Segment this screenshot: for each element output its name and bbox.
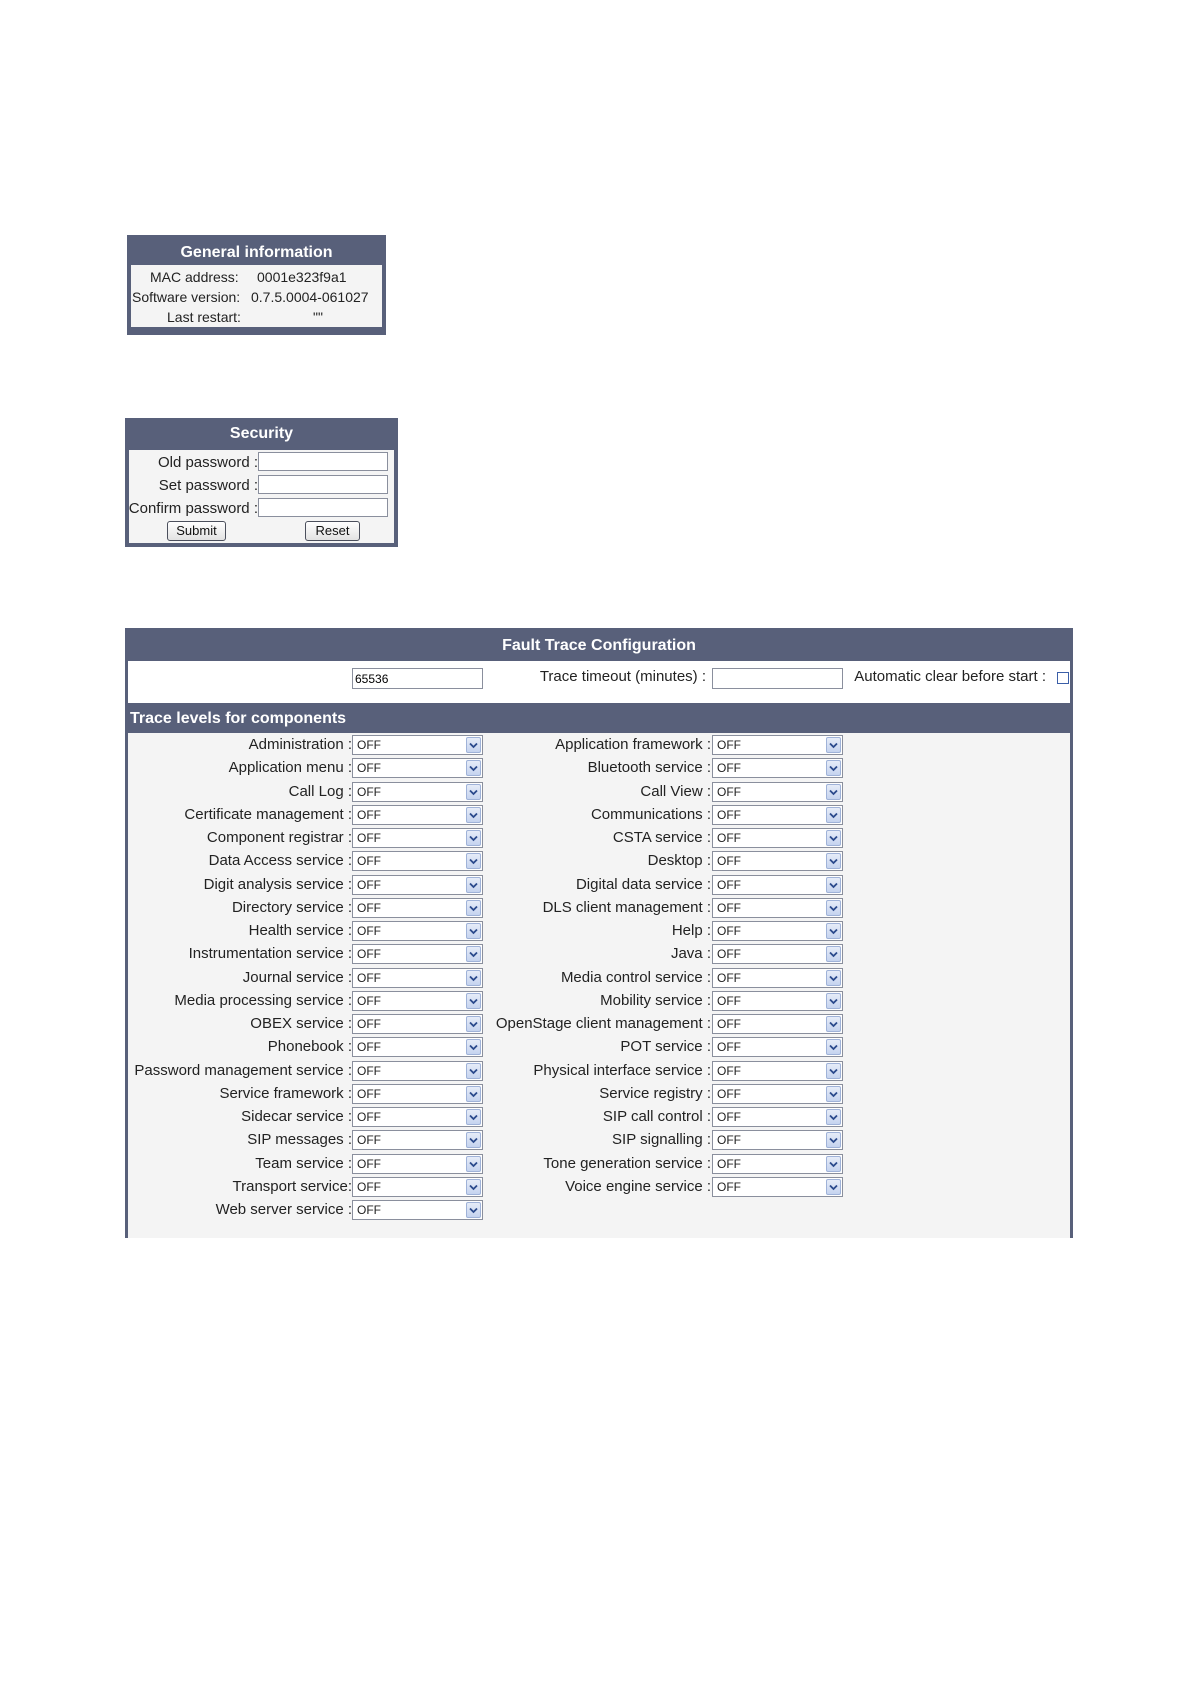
chevron-down-icon[interactable]: [826, 1156, 841, 1172]
trace-level-select[interactable]: [712, 991, 843, 1011]
trace-level-row: [128, 1130, 1070, 1153]
fault-trace-title: Fault Trace Configuration: [502, 637, 696, 654]
chevron-down-icon[interactable]: [826, 877, 841, 893]
trace-level-value: OFF: [357, 924, 381, 938]
trace-level-value: OFF: [357, 1156, 381, 1171]
trace-level-label: CSTA service :: [612, 829, 711, 846]
confirm-password-label: Confirm password :: [128, 500, 258, 517]
security-panel: [125, 418, 398, 547]
trace-level-value: OFF: [717, 924, 741, 938]
trace-level-label: Call Log :: [288, 782, 352, 800]
trace-level-label: Sidecar service :: [241, 1108, 352, 1125]
trace-level-label: Voice engine service :: [565, 1177, 711, 1195]
trace-level-label: Digital data service :: [575, 875, 711, 893]
trace-level-label: Health service :: [248, 922, 352, 939]
trace-level-row: [128, 1014, 1070, 1037]
trace-level-select[interactable]: [712, 805, 843, 825]
general-information-body: [131, 265, 382, 327]
last-restart-label: Last restart:: [167, 309, 241, 325]
trace-level-select[interactable]: [712, 758, 843, 778]
trace-level-label: Phonebook :: [267, 1038, 352, 1056]
trace-level-row: [128, 991, 1070, 1014]
last-restart-value: "": [313, 309, 323, 325]
trace-level-value: OFF: [357, 831, 381, 845]
trace-level-label: Desktop :: [647, 852, 711, 870]
trace-level-value: OFF: [717, 1156, 741, 1171]
trace-level-row: [128, 921, 1070, 944]
trace-levels-body: [128, 733, 1070, 1238]
file-size-input[interactable]: [352, 668, 483, 689]
old-password-input[interactable]: [258, 452, 388, 471]
trace-level-select[interactable]: [712, 875, 843, 895]
trace-level-select[interactable]: [712, 1084, 843, 1104]
trace-level-label: Bluetooth service :: [587, 759, 711, 777]
old-password-label: Old password :: [157, 454, 258, 471]
trace-level-value: OFF: [717, 970, 741, 985]
set-password-input[interactable]: [258, 475, 388, 494]
trace-level-select[interactable]: [712, 782, 843, 802]
general-information-panel: [127, 235, 386, 335]
security-body: [129, 450, 394, 543]
trace-level-select[interactable]: [712, 735, 843, 755]
reset-button[interactable]: Reset: [305, 521, 360, 541]
trace-level-row: [128, 1084, 1070, 1107]
trace-level-label: Application framework :: [555, 736, 711, 753]
trace-level-value: OFF: [717, 1063, 741, 1078]
trace-level-value: OFF: [357, 993, 381, 1008]
trace-level-row: [128, 875, 1070, 898]
auto-clear-label: Automatic clear before start :: [854, 668, 1046, 685]
trace-level-label: SIP messages :: [247, 1131, 352, 1149]
trace-level-row: [128, 805, 1070, 828]
trace-level-label: POT service :: [620, 1038, 711, 1056]
trace-level-label: Journal service :: [242, 968, 352, 986]
trace-level-row: [128, 758, 1070, 781]
trace-level-label: Instrumentation service :: [188, 945, 352, 963]
chevron-down-icon[interactable]: [826, 784, 841, 800]
mac-address-value: 0001e323f9a1: [257, 269, 347, 285]
chevron-down-icon[interactable]: [826, 993, 841, 1009]
trace-level-label: Team service :: [255, 1154, 352, 1172]
mac-address-label: MAC address:: [150, 269, 239, 285]
trace-level-value: OFF: [357, 807, 381, 822]
trace-level-label: Component registrar :: [206, 829, 352, 846]
chevron-down-icon[interactable]: [826, 760, 841, 776]
trace-level-select[interactable]: [712, 968, 843, 988]
trace-level-label: Media processing service :: [174, 991, 352, 1009]
trace-level-label: SIP signalling :: [612, 1131, 711, 1149]
fault-trace-settings: [128, 661, 1070, 703]
trace-level-label: Tone generation service :: [543, 1154, 711, 1172]
trace-level-row: [128, 735, 1070, 758]
chevron-down-icon[interactable]: [826, 1039, 841, 1055]
trace-level-label: Password management service :: [134, 1061, 352, 1079]
trace-level-select[interactable]: [712, 944, 843, 964]
software-version-label: Software version:: [132, 289, 241, 305]
trace-level-value: OFF: [357, 1179, 381, 1194]
chevron-down-icon[interactable]: [826, 1109, 841, 1125]
trace-level-label: Java :: [670, 945, 711, 963]
trace-level-value: OFF: [357, 854, 381, 869]
auto-clear-checkbox[interactable]: [1057, 672, 1069, 684]
trace-level-label: Web server service :: [215, 1201, 352, 1218]
trace-level-value: OFF: [717, 807, 741, 822]
general-information-title: General information: [180, 244, 333, 261]
trace-level-select[interactable]: [712, 1037, 843, 1057]
trace-level-select[interactable]: [712, 1177, 843, 1197]
trace-level-value: OFF: [357, 761, 381, 776]
trace-level-label: OpenStage client management :: [495, 1015, 711, 1032]
trace-level-row: [128, 1107, 1070, 1130]
trace-level-label: Call View :: [640, 782, 711, 800]
trace-level-label: SIP call control :: [602, 1108, 711, 1125]
trace-level-select[interactable]: [712, 1061, 843, 1081]
trace-level-value: OFF: [717, 1086, 741, 1101]
trace-level-value: OFF: [717, 1017, 741, 1031]
trace-level-value: OFF: [717, 1110, 741, 1124]
trace-level-label: Transport service:: [232, 1177, 352, 1195]
trace-level-label: Help :: [671, 922, 711, 939]
trace-levels-title: Trace levels for components: [130, 710, 347, 727]
chevron-down-icon[interactable]: [826, 900, 841, 916]
trace-level-value: OFF: [357, 877, 381, 892]
trace-level-value: OFF: [357, 1063, 381, 1078]
chevron-down-icon[interactable]: [826, 737, 841, 753]
trace-level-label: Mobility service :: [600, 991, 711, 1009]
trace-level-value: OFF: [717, 831, 741, 845]
trace-level-value: OFF: [717, 1040, 741, 1055]
trace-level-label: OBEX service :: [250, 1015, 352, 1032]
trace-level-value: OFF: [717, 738, 741, 752]
trace-level-row: [128, 1200, 1070, 1223]
trace-level-row: [128, 1061, 1070, 1084]
trace-level-value: OFF: [717, 854, 741, 869]
chevron-down-icon[interactable]: [826, 970, 841, 986]
chevron-down-icon[interactable]: [826, 1086, 841, 1102]
trace-level-row: [128, 1177, 1070, 1200]
trace-level-label: Physical interface service :: [533, 1061, 711, 1079]
trace-level-label: DLS client management :: [542, 898, 711, 916]
trace-level-row: [128, 898, 1070, 921]
software-version-value: 0.7.5.0004-061027: [251, 289, 369, 305]
trace-level-row: [128, 828, 1070, 851]
trace-level-label: Media control service :: [560, 968, 711, 986]
trace-level-value: OFF: [717, 993, 741, 1008]
trace-level-value: OFF: [357, 738, 381, 752]
trace-level-row: [128, 968, 1070, 991]
trace-level-select[interactable]: [712, 1130, 843, 1150]
trace-level-value: OFF: [357, 1203, 381, 1217]
chevron-down-icon[interactable]: [826, 1132, 841, 1148]
chevron-down-icon[interactable]: [826, 807, 841, 823]
chevron-down-icon[interactable]: [826, 1016, 841, 1032]
set-password-label: Set password :: [158, 477, 258, 494]
trace-level-label: Data Access service :: [208, 852, 352, 870]
trace-level-select[interactable]: [712, 828, 843, 848]
trace-level-value: OFF: [717, 947, 741, 962]
trace-level-value: OFF: [357, 970, 381, 985]
trace-level-row: [128, 1037, 1070, 1060]
trace-level-value: OFF: [717, 784, 741, 799]
submit-button[interactable]: Submit: [167, 521, 226, 541]
trace-level-value: OFF: [357, 784, 381, 799]
trace-timeout-label: Trace timeout (minutes) :: [539, 668, 706, 685]
trace-level-label: Administration :: [248, 736, 352, 753]
trace-timeout-input[interactable]: [712, 668, 843, 689]
confirm-password-input[interactable]: [258, 498, 388, 517]
trace-level-select[interactable]: [712, 1107, 843, 1127]
chevron-down-icon[interactable]: [826, 923, 841, 939]
trace-level-label: Directory service :: [231, 898, 352, 916]
security-title: Security: [229, 425, 294, 442]
trace-level-row: [128, 944, 1070, 967]
chevron-down-icon[interactable]: [826, 946, 841, 962]
trace-level-label: Service framework :: [219, 1084, 352, 1102]
chevron-down-icon[interactable]: [826, 1179, 841, 1195]
trace-level-select[interactable]: [352, 1200, 483, 1220]
chevron-down-icon[interactable]: [466, 1202, 481, 1218]
trace-level-value: OFF: [357, 947, 381, 962]
trace-level-label: Application menu :: [228, 759, 352, 777]
trace-level-row: [128, 782, 1070, 805]
trace-level-value: OFF: [717, 1179, 741, 1194]
trace-level-select[interactable]: [712, 1154, 843, 1174]
trace-level-label: Certificate management :: [184, 805, 352, 823]
trace-level-value: OFF: [357, 1040, 381, 1055]
trace-level-value: OFF: [717, 900, 741, 915]
trace-level-row: [128, 851, 1070, 874]
trace-level-value: OFF: [357, 1017, 381, 1031]
trace-level-label: Digit analysis service :: [203, 875, 352, 893]
trace-level-select[interactable]: [712, 898, 843, 918]
trace-level-select[interactable]: [712, 1014, 843, 1034]
trace-level-value: OFF: [357, 1110, 381, 1124]
trace-level-label: Service registry :: [599, 1084, 711, 1102]
trace-level-value: OFF: [717, 877, 741, 892]
trace-level-value: OFF: [717, 761, 741, 776]
trace-level-value: OFF: [357, 1133, 381, 1148]
trace-level-row: [128, 1154, 1070, 1177]
trace-level-value: OFF: [717, 1133, 741, 1148]
trace-level-value: OFF: [357, 900, 381, 915]
chevron-down-icon[interactable]: [826, 830, 841, 846]
trace-level-select[interactable]: [712, 851, 843, 871]
trace-level-value: OFF: [357, 1086, 381, 1101]
chevron-down-icon[interactable]: [826, 853, 841, 869]
trace-level-label: Communications :: [590, 805, 711, 823]
fault-trace-panel: [125, 628, 1073, 1238]
chevron-down-icon[interactable]: [826, 1063, 841, 1079]
trace-level-select[interactable]: [712, 921, 843, 941]
